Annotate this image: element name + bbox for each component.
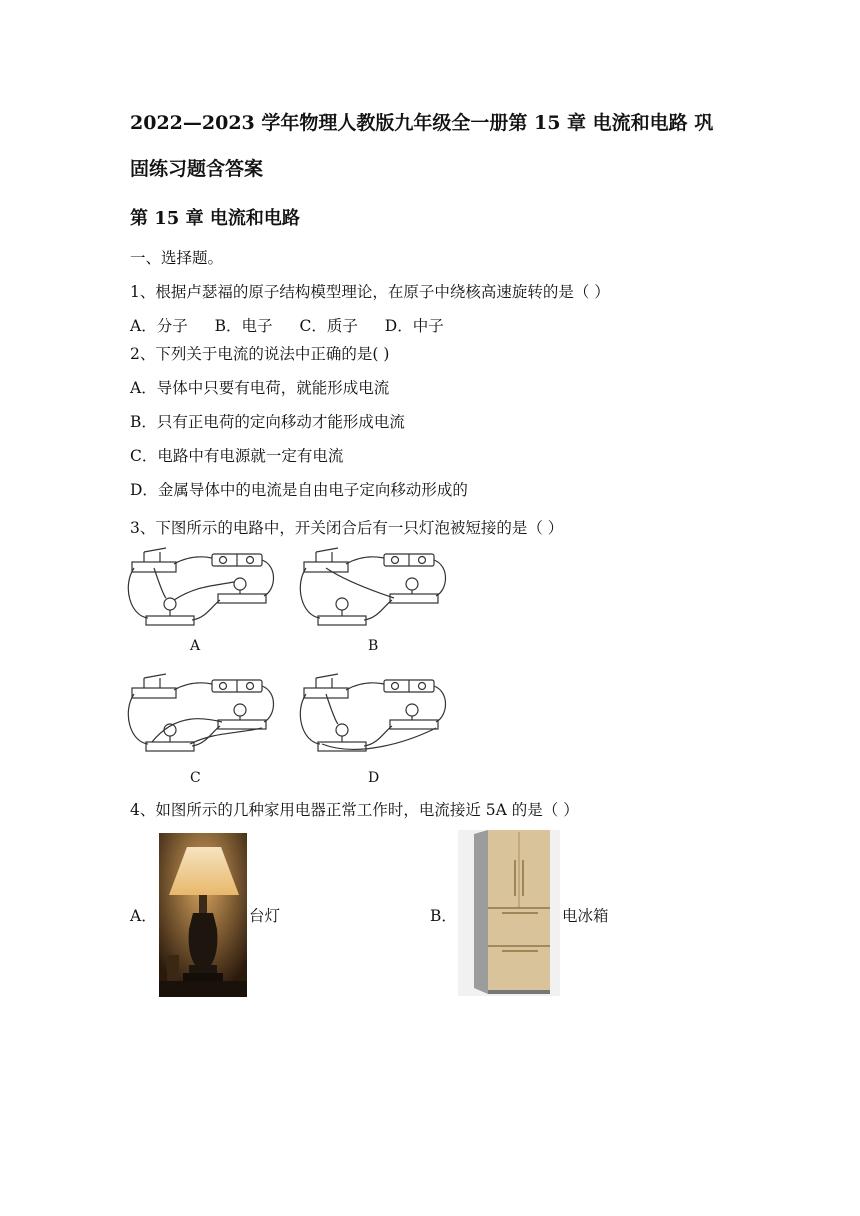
question-1-stem: 1、根据卢瑟福的原子结构模型理论，在原子中绕核高速旋转的是（ ） bbox=[130, 283, 610, 301]
document-title bbox=[130, 100, 740, 192]
circuit-diagram-a bbox=[126, 546, 276, 642]
circuit-diagram-c bbox=[126, 672, 276, 768]
circuit-label-a: A bbox=[190, 638, 201, 654]
q4-option-b-letter: B． bbox=[430, 907, 457, 925]
title-line-1: 2022—2023 学年物理人教版九年级全一册第 15 章 电流和电路 巩 bbox=[130, 112, 714, 134]
circuit-diagram-b bbox=[298, 546, 448, 642]
q2-option-d: D．金属导体中的电流是自由电子定向移动形成的 bbox=[130, 481, 468, 499]
q2-option-b: B．只有正电荷的定向移动才能形成电流 bbox=[130, 413, 405, 431]
question-2-stem: 2、下列关于电流的说法中正确的是( ) bbox=[130, 345, 390, 363]
q1-option-d: D．中子 bbox=[384, 317, 444, 335]
circuit-label-b: B bbox=[368, 638, 379, 654]
title-line-2: 固练习题含答案 bbox=[130, 158, 264, 180]
section-heading: 一、选择题。 bbox=[130, 249, 224, 267]
question-1-options bbox=[130, 314, 466, 336]
table-lamp-photo bbox=[159, 833, 247, 997]
circuit-label-c: C bbox=[190, 770, 201, 786]
q1-option-a: A．分子 bbox=[130, 317, 188, 335]
q4-option-a-label: 台灯 bbox=[249, 907, 281, 925]
q1-option-c: C．质子 bbox=[299, 317, 358, 335]
chapter-heading: 第 15 章 电流和电路 bbox=[130, 208, 300, 229]
circuit-diagram-d bbox=[298, 672, 448, 768]
q2-option-c: C．电路中有电源就一定有电流 bbox=[130, 447, 344, 465]
refrigerator-photo bbox=[458, 830, 560, 996]
question-4-stem: 4、如图所示的几种家用电器正常工作时，电流接近 5A 的是（ ） bbox=[130, 801, 579, 819]
q4-option-b-label: 电冰箱 bbox=[562, 907, 609, 925]
q4-option-a-letter: A． bbox=[130, 907, 157, 925]
question-3-stem: 3、下图所示的电路中，开关闭合后有一只灯泡被短接的是（ ） bbox=[130, 519, 564, 537]
q2-option-a: A．导体中只要有电荷，就能形成电流 bbox=[130, 379, 390, 397]
q1-option-b: B．电子 bbox=[214, 317, 273, 335]
circuit-label-d: D bbox=[368, 770, 380, 786]
